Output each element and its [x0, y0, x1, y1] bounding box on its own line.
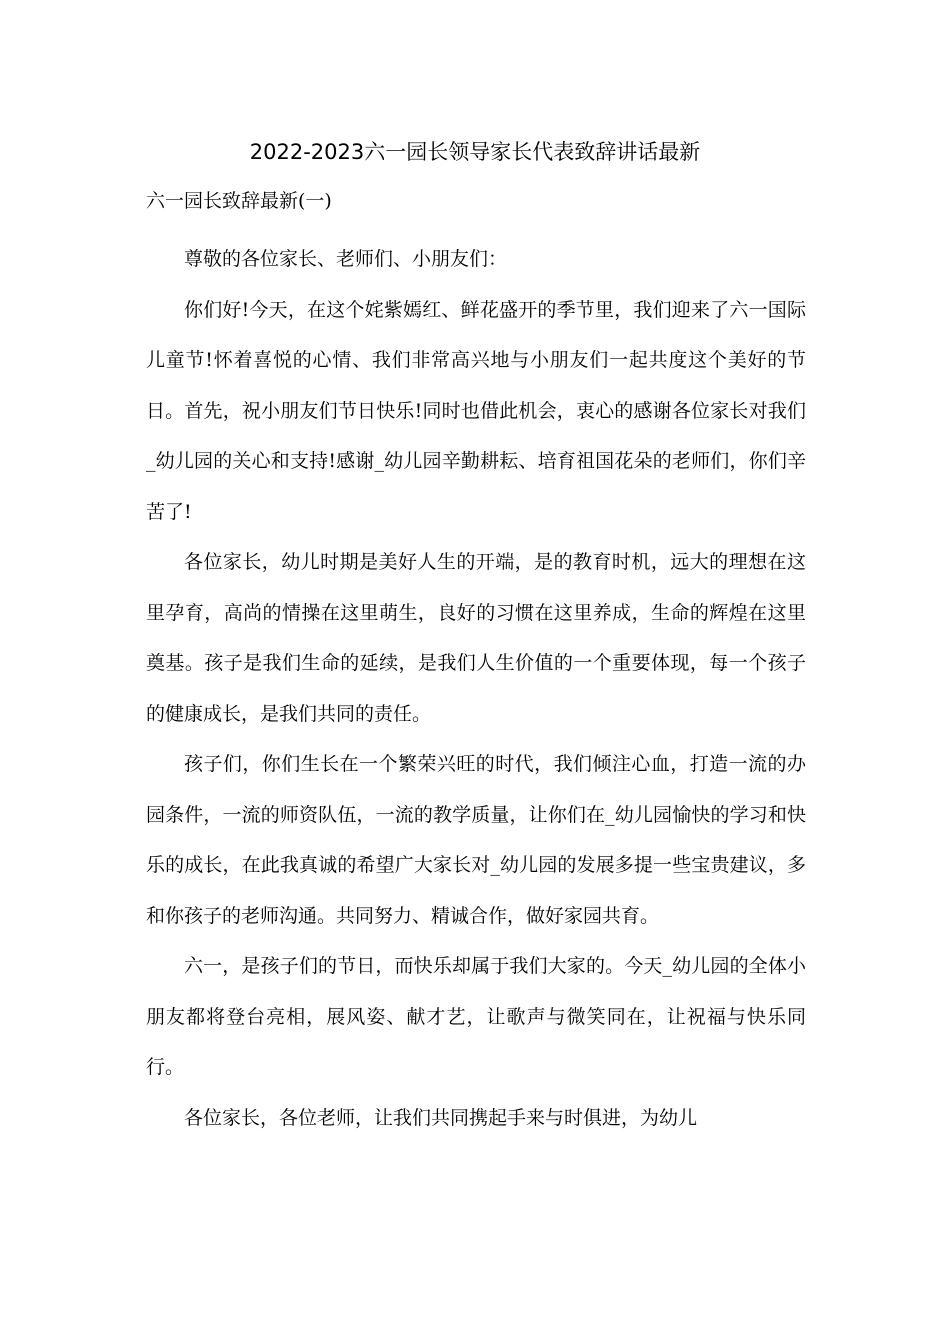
section-heading: 六一园长致辞最新(一) — [146, 190, 332, 212]
document-title: 2022-2023六一园长领导家长代表致辞讲话最新 — [249, 140, 701, 164]
paragraph: 孩子们，你们生长在一个繁荣兴旺的时代，我们倾注心血，打造一流的办园条件，一流的师资队伍，一流的教学质量，让你们在_幼儿园愉快的学习和快乐的成长，在此我真诚的希望广大家长对_幼儿园的发展多提一些宝贵建议，多和你孩子的老师沟通。共同努力、精诚合作，做好家园共育。 — [146, 753, 806, 927]
paragraph: 各位家长，各位老师，让我们共同携起手来与时俱进，为幼儿 — [184, 1106, 698, 1129]
paragraph: 你们好!今天，在这个姹紫嫣红、鲜花盛开的季节里，我们迎来了六一国际儿童节!怀着喜悦的心情、我们非常高兴地与小朋友们一起共度这个美好的节日。首先，祝小朋友们节日快乐!同时也借此机会，衷心的感谢各位家长对我们_幼儿园的关心和支持!感谢_幼儿园辛勤耕耘、培育祖国花朵的老师们，你们辛苦了! — [146, 298, 806, 523]
paragraph-greeting: 尊敬的各位家长、老师们、小朋友们： — [184, 248, 508, 270]
document-body — [146, 234, 806, 1143]
paragraph: 各位家长，幼儿时期是美好人生的开端，是的教育时机，远大的理想在这里孕育，高尚的情操在这里萌生，良好的习惯在这里养成，生命的辉煌在这里奠基。孩子是我们生命的延续，是我们人生价值的一个重要体现，每一个孩子的健康成长，是我们共同的责任。 — [146, 551, 806, 725]
paragraph: 六一，是孩子们的节日，而快乐却属于我们大家的。今天_幼儿园的全体小朋友都将登台亮相，展风姿、献才艺，让歌声与微笑同在，让祝福与快乐同行。 — [146, 955, 806, 1078]
